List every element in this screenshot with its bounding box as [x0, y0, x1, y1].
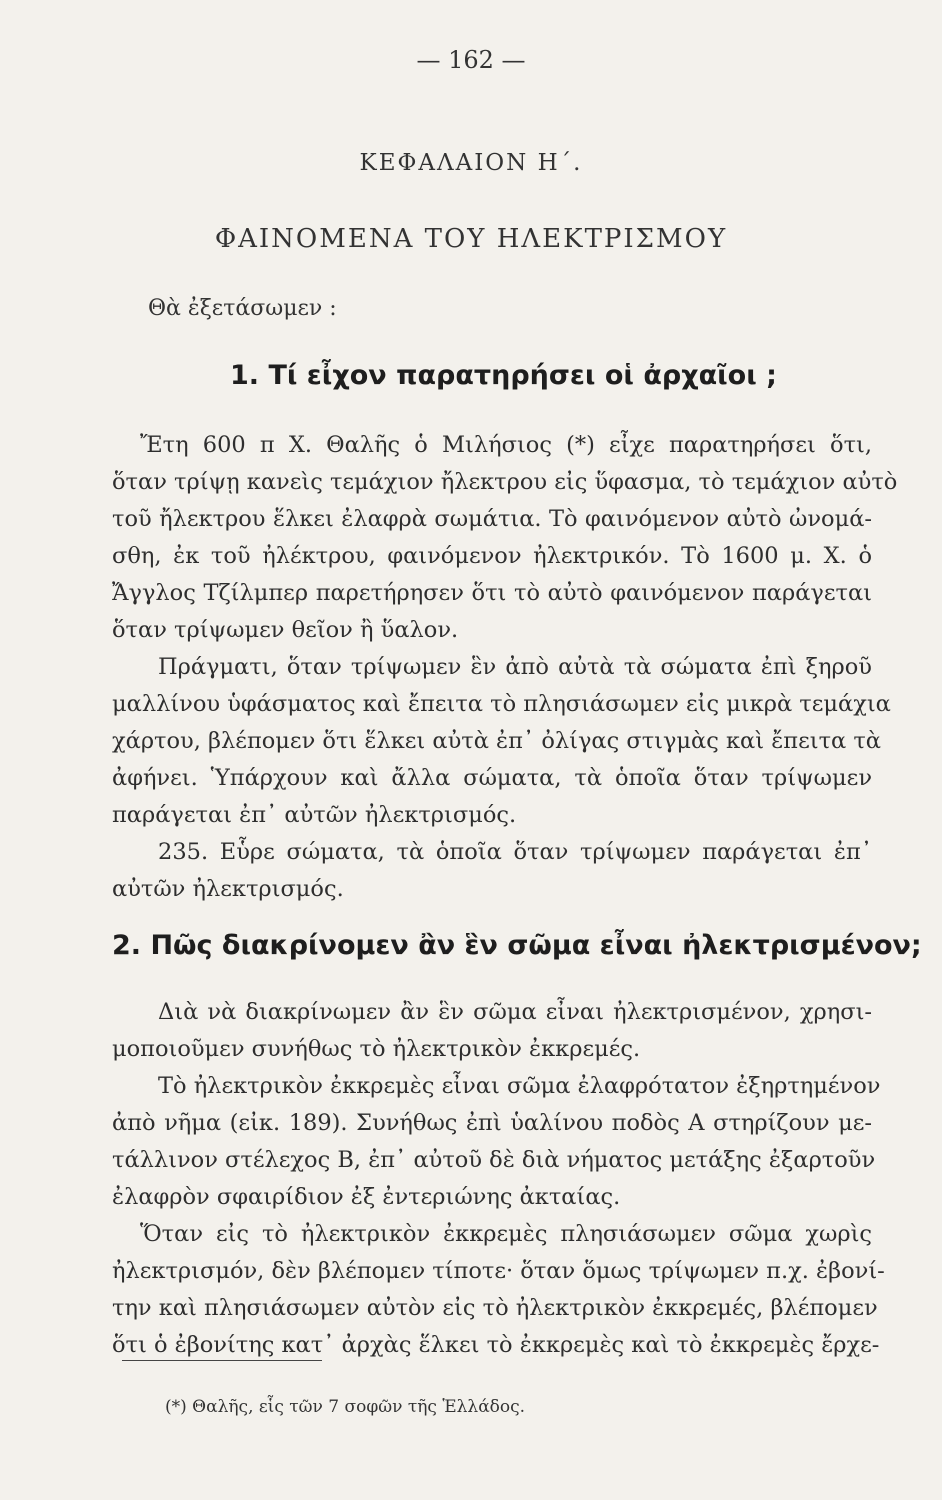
exercise-line: αὐτῶν ἠλεκτρισμός. — [112, 876, 344, 902]
text-line: ἠλεκτρισμόν, δὲν βλέπομεν τίποτε· ὅταν ὅμως τρίψωμεν π.χ. ἐβονί- — [112, 1258, 885, 1284]
text-line: μοποιοῦμεν συνήθως τὸ ἠλεκτρικὸν ἐκκρεμές. — [112, 1036, 641, 1062]
text-line: ἀπὸ νῆμα (εἰκ. 189). Συνήθως ἐπὶ ὑαλίνου ποδὸς Α στηρίζουν με- — [112, 1110, 872, 1136]
text-line: μαλλίνου ὑφάσματος καὶ ἔπειτα τὸ πλησιάσωμεν εἰς μικρὰ τεμάχια — [112, 691, 891, 717]
text-line: Πράγματι, ὅταν τρίψωμεν ἓν ἀπὸ αὐτὰ τὰ σώματα ἐπὶ ξηροῦ — [158, 654, 872, 680]
section-1-heading: 1. Τί εἶχον παρατηρήσει οἱ ἀρχαῖοι ; — [230, 360, 777, 391]
text-line: χάρτου, βλέπομεν ὅτι ἕλκει αὐτὰ ἐπ᾽ ὀλίγας στιγμὰς καὶ ἔπειτα τὰ — [112, 728, 881, 754]
text-line: ἐλαφρὸν σφαιρίδιον ἐξ ἐντεριώνης ἀκταίας. — [112, 1184, 621, 1210]
text-line: ἀφήνει. Ὑπάρχουν καὶ ἄλλα σώματα, τὰ ὁποῖα ὅταν τρίψωμεν — [112, 765, 872, 791]
text-line: Ἄγγλος Τζίλμπερ παρετήρησεν ὅτι τὸ αὐτὸ φαινόμενον παράγεται — [112, 580, 872, 606]
text-line: τοῦ ἤλεκτρου ἕλκει ἐλαφρὰ σωμάτια. Τὸ φαινόμενον αὐτὸ ὠνομά- — [112, 506, 872, 532]
intro-text: Θὰ ἐξετάσωμεν : — [148, 296, 337, 321]
text-line: ὅτι ὁ ἐβονίτης κατ᾽ ἀρχὰς ἕλκει τὸ ἐκκρεμὲς καὶ τὸ ἐκκρεμὲς ἔρχε- — [112, 1332, 880, 1358]
page-number: — 162 — — [416, 46, 526, 74]
footnote: (*) Θαλῆς, εἷς τῶν 7 σοφῶν τῆς Ἑλλάδος. — [165, 1397, 526, 1417]
section-2-heading: 2. Πῶς διακρίνομεν ἂν ἓν σῶμα εἶναι ἠλεκτρισμένον; — [112, 930, 922, 961]
text-line: παράγεται ἐπ᾽ αὐτῶν ἠλεκτρισμός. — [112, 802, 517, 828]
text-line: ὅταν τρίψωμεν θεῖον ἢ ὕαλον. — [112, 617, 459, 643]
text-line: Διὰ νὰ διακρίνωμεν ἂν ἓν σῶμα εἶναι ἠλεκτρισμένον, χρησι- — [158, 999, 872, 1025]
chapter-subtitle: ΦΑΙΝΟΜΕΝΑ ΤΟΥ ΗΛΕΚΤΡΙΣΜΟΥ — [214, 224, 728, 254]
chapter-title: ΚΕΦΑΛΑΙΟΝ Η΄. — [359, 150, 583, 176]
text-line: Ὅταν εἰς τὸ ἠλεκτρικὸν ἐκκρεμὲς πλησιάσωμεν σῶμα χωρὶς — [140, 1221, 872, 1247]
text-line: Τὸ ἠλεκτρικὸν ἐκκρεμὲς εἶναι σῶμα ἐλαφρότατον ἐξηρτημένον — [158, 1073, 881, 1099]
text-line: ὅταν τρίψῃ κανεὶς τεμάχιον ἤλεκτρου εἰς ὕφασμα, τὸ τεμάχιον αὐτὸ — [112, 469, 898, 495]
text-line: Ἔτη 600 π Χ. Θαλῆς ὁ Μιλήσιος (*) εἶχε παρατηρήσει ὅτι, — [140, 432, 872, 458]
exercise-line: 235. Εὗρε σώματα, τὰ ὁποῖα ὅταν τρίψωμεν παράγεται ἐπ᾽ — [158, 839, 872, 865]
footnote-rule — [122, 1360, 322, 1361]
text-line: τάλλινον στέλεχος Β, ἐπ᾽ αὐτοῦ δὲ διὰ νήματος μετάξης ἐξαρτοῦν — [112, 1147, 876, 1173]
text-line: σθη, ἐκ τοῦ ἠλέκτρου, φαινόμενον ἠλεκτρικόν. Τὸ 1600 μ. Χ. ὁ — [112, 543, 872, 569]
text-line: την καὶ πλησιάσωμεν αὐτὸν εἰς τὸ ἠλεκτρικὸν ἐκκρεμές, βλέπομεν — [112, 1295, 878, 1321]
